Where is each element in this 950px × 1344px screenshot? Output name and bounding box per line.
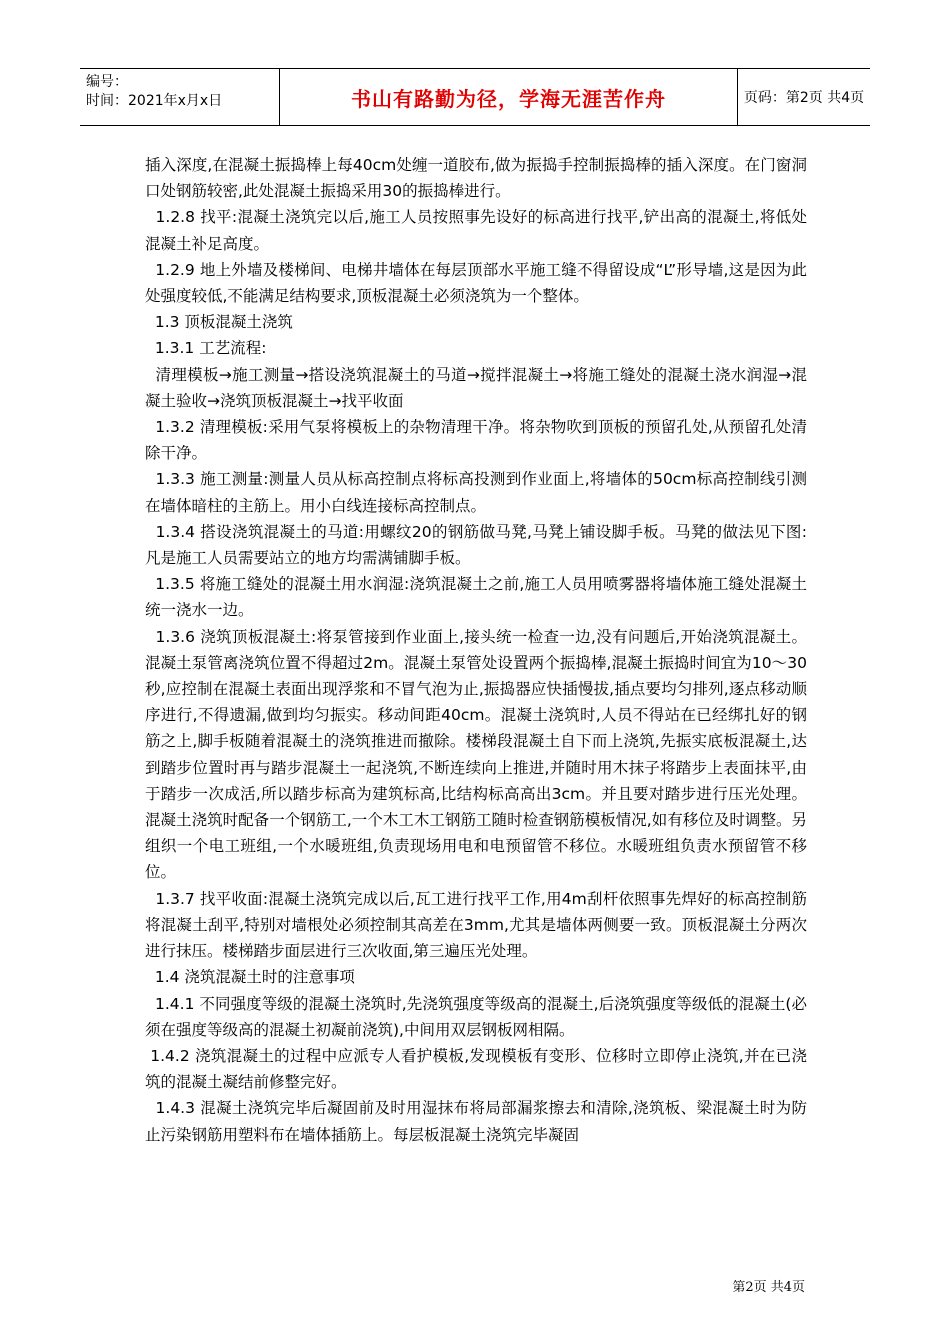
- header-meta: [80, 69, 280, 125]
- paragraph: 1.4.3 混凝土浇筑完毕后凝固前及时用湿抹布将局部漏浆擦去和清除,浇筑板、梁混凝土时为防止污染钢筋用塑料布在墙体插筋上。每层板混凝土浇筑完毕凝固: [145, 1099, 807, 1144]
- section-heading: 1.3 顶板混凝土浇筑: [145, 313, 293, 332]
- paragraph: 1.2.8 找平:混凝土浇筑完以后,施工人员按照事先设好的标高进行找平,铲出高的混凝土,将低处混凝土补足高度。: [145, 208, 808, 253]
- page-header: [80, 68, 870, 126]
- paragraph: 1.3.3 施工测量:测量人员从标高控制点将标高投测到作业面上,将墙体的50cm标高控制线引测在墙体暗柱的主筋上。用小白线连接标高控制点。: [145, 470, 807, 515]
- section-heading: 1.4 浇筑混凝土时的注意事项: [145, 968, 355, 987]
- document-body: [145, 152, 807, 1148]
- paragraph: 1.3.6 浇筑顶板混凝土:将泵管接到作业面上,接头统一检查一边,没有问题后,开始浇筑混凝土。混凝土泵管离浇筑位置不得超过2m。混凝土泵管处设置两个振捣棒,混凝土振捣时间宜为10～30秒,应控制在混凝土表面出现浮浆和不冒气泡为止,振捣器应快插慢拔,插点要均匀排列,逐点移动顺序进行,不得遗漏,做到均匀振实。移动间距40cm。混凝土浇筑时,人员不得站在已经绑扎好的钢筋之上,脚手板随着混凝土的浇筑推进而撤除。楼梯段混凝土自下而上浇筑,先振实底板混凝土,达到踏步位置时再与踏步混凝土一起浇筑,不断连续向上推进,并随时用木抹子将踏步上表面抹平,由于踏步一次成活,所以踏步标高为建筑标高,比结构标高高出3cm。并且要对踏步进行压光处理。混凝土浇筑时配备一个钢筋工,一个木工木工钢筋工随时检查钢筋模板情况,如有移位及时调整。另组织一个电工班组,一个水暖班组,负责现场用电和电预留管不移位。水暖班组负责水预留管不移位。: [145, 627, 808, 882]
- date-label: 时间：2021年x月x日: [86, 93, 223, 109]
- paragraph: 1.3.7 找平收面:混凝土浇筑完成以后,瓦工进行找平工作,用4m刮杆依照事先焊好的标高控制筋将混凝土刮平,特别对墙根处必须控制其高差在3mm,尤其是墙体两侧要一致。顶板混凝土分两次进行抹压。楼梯踏步面层进行三次收面,第三遍压光处理。: [145, 889, 808, 961]
- paragraph: 1.4.2 浇筑混凝土的过程中应派专人看护模板,发现模板有变形、位移时立即停止浇筑,并在已浇筑的混凝土凝结前修整完好。: [145, 1046, 807, 1092]
- page-footer: 第2页 共4页: [732, 1280, 805, 1295]
- paragraph: 1.4.1 不同强度等级的混凝土浇筑时,先浇筑强度等级高的混凝土,后浇筑强度等级低的混凝土(必须在强度等级高的混凝土初凝前浇筑),中间用双层钢板网相隔。: [145, 994, 807, 1039]
- header-motto: 书山有路勤为径，学海无涯苦作舟: [280, 69, 738, 125]
- paragraph: 1.3.5 将施工缝处的混凝土用水润湿:浇筑混凝土之前,施工人员用喷雾器将墙体施工缝处混凝土统一浇水一边。: [145, 575, 807, 620]
- paragraph: 插入深度,在混凝土振捣棒上每40cm处缠一道胶布,做为振捣手控制振捣棒的插入深度。在门窗洞口处钢筋较密,此处混凝土振捣采用30的振捣棒进行。: [145, 156, 807, 201]
- paragraph: 清理模板→施工测量→搭设浇筑混凝土的马道→搅拌混凝土→将施工缝处的混凝土浇水润湿→混凝土验收→浇筑顶板混凝土→找平收面: [145, 365, 807, 410]
- paragraph: 1.3.1 工艺流程:: [145, 339, 267, 358]
- paragraph: 1.3.4 搭设浇筑混凝土的马道:用螺纹20的钢筋做马凳,马凳上铺设脚手板。马凳的做法见下图:凡是施工人员需要站立的地方均需满铺脚手板。: [145, 522, 807, 568]
- header-page-number: 页码：第2页 共4页: [743, 90, 865, 106]
- paragraph: 1.3.2 清理模板:采用气泵将模板上的杂物清理干净。将杂物吹到顶板的预留孔处,从预留孔处清除干净。: [145, 418, 807, 463]
- paragraph: 1.2.9 地上外墙及楼梯间、电梯井墙体在每层顶部水平施工缝不得留设成“L”形导墙,这是因为此处强度较低,不能满足结构要求,顶板混凝土必须浇筑为一个整体。: [145, 260, 807, 306]
- number-label: 编号：: [86, 74, 128, 90]
